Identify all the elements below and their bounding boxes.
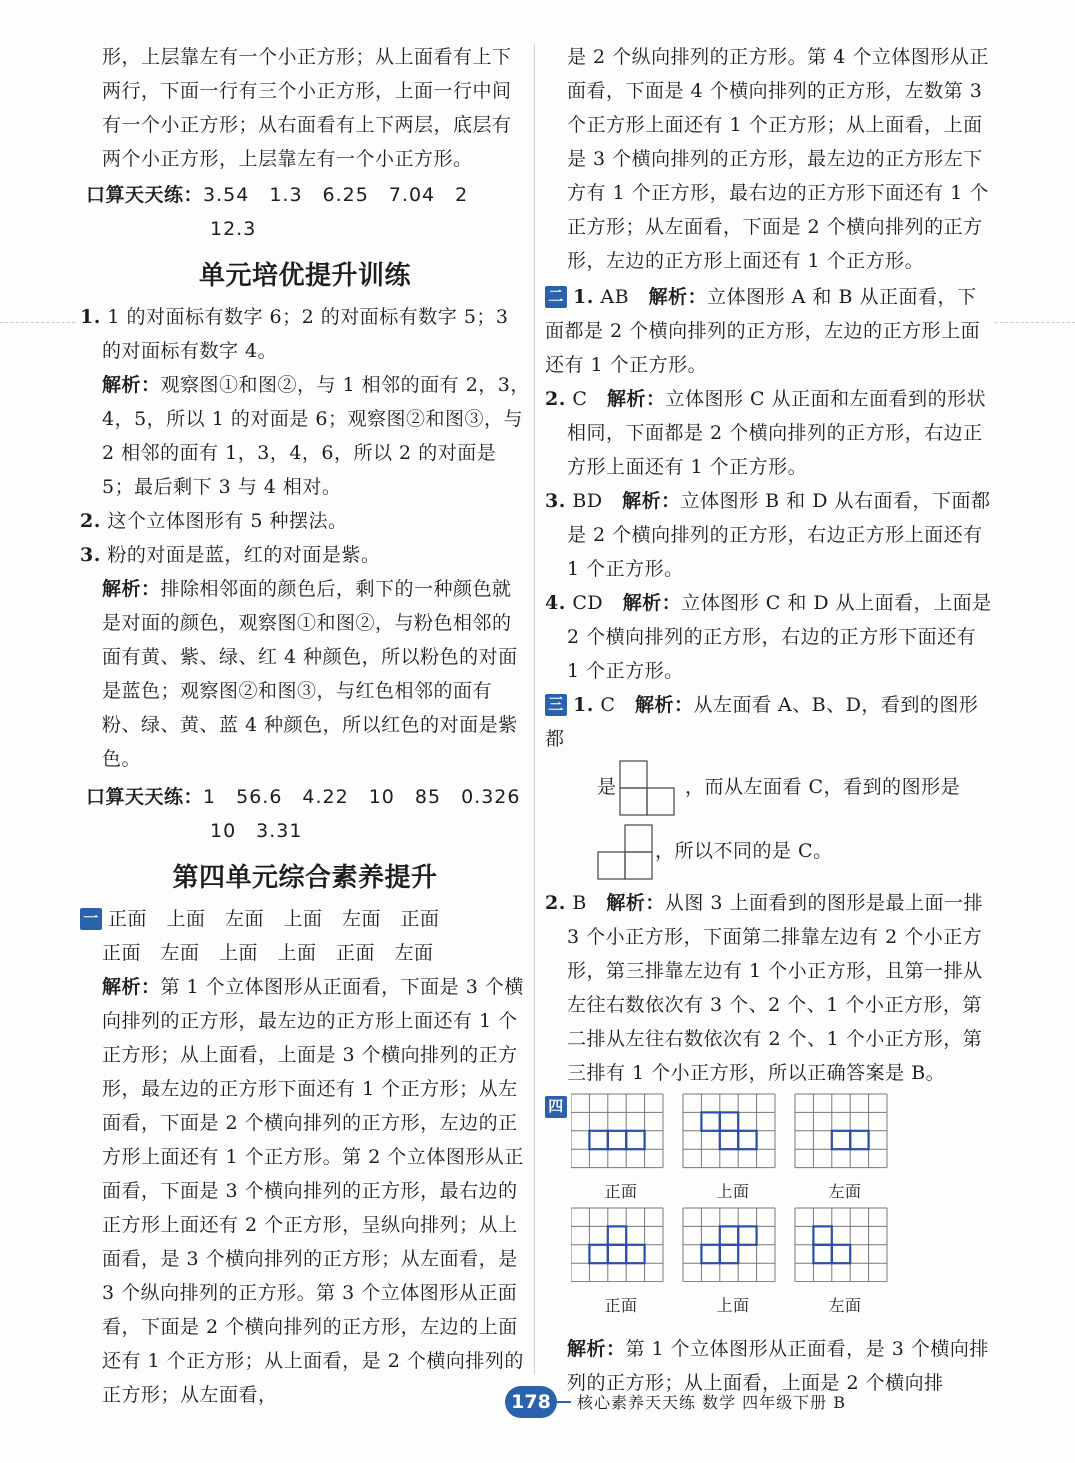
- highlighted-cell: [589, 1245, 607, 1263]
- analysis-label: 解析：: [102, 976, 161, 998]
- highlighted-cell: [813, 1245, 831, 1263]
- highlighted-cell: [813, 1226, 831, 1244]
- item-3-analysis: [80, 572, 530, 776]
- kousuan-2: [80, 780, 530, 814]
- item-number: 2.: [80, 510, 101, 532]
- part-2-item-1: 二 1. AB 解析：立体图形 A 和 B 从正面看，下面都是 2 个横向排列的正方形，左边的正方形上面还有 1 个正方形。: [545, 286, 981, 376]
- item-1-analysis: [80, 368, 530, 504]
- left-view-shape-abd: [619, 760, 677, 816]
- item-number: 1.: [80, 306, 101, 328]
- part-1-answers-row1: [80, 902, 530, 936]
- part-badge: 四: [545, 1096, 567, 1118]
- highlighted-cell: [720, 1245, 738, 1263]
- highlighted-cell: [738, 1131, 756, 1149]
- item-1: [80, 300, 530, 368]
- kousuan-values: 1 56.6 4.22 10 85 0.326: [203, 786, 521, 808]
- kousuan-label: 口算天天练：: [86, 184, 204, 206]
- part-2-item-3: 3. BD 解析：立体图形 B 和 D 从右面看，下面都是 2 个横向排列的正方形，右边正方形上面还有 1 个正方形。: [545, 490, 991, 580]
- shape-line-1: 是 ，而从左面看 C，看到的图形是: [545, 756, 995, 818]
- right-top-paragraph: 是 2 个纵向排列的正方形。第 4 个立体图形从正面看，下面是 4 个横向排列的正方形，左数第 3 个正方形上面还有 1 个正方形；从上面看，上面是 3 个横向排列的正方形，最左边的正方形左下方有 1 个正方形，最右边的正方形下面还有 1 个正方形；从左面看，下面是 2 个横向排列的正方形，左边的正方形上面还有 1 个正方形。: [567, 46, 989, 272]
- part-2-item-4: 4. CD 解析：立体图形 C 和 D 从上面看，上面是 2 个横向排列的正方形，右边的正方形下面还有 1 个正方形。: [545, 592, 992, 682]
- kousuan-values: 3.54 1.3 6.25 7.04 2: [203, 184, 469, 206]
- caption-top: 上面: [716, 1182, 750, 1201]
- analysis-text: 排除相邻面的颜色后，剩下的一种颜色就是对面的颜色，观察图①和图②，与粉色相邻的面有黄、紫、绿、红 4 种颜色，所以粉色的对面是蓝色；观察图②和图③，与红色相邻的面有粉、绿、黄、蓝 4 种颜色，所以红色的对面是紫色。: [102, 578, 518, 770]
- kousuan-values-cont: 10 3.31: [210, 820, 303, 842]
- item-answer: 1 的对面标有数字 6；2 的对面标有数字 5；3 的对面标有数字 4。: [102, 306, 509, 362]
- part-1-row1-text: 正面 上面 左面 上面 左面 正面: [108, 908, 440, 930]
- highlighted-cell: [720, 1226, 738, 1244]
- highlighted-cell: [608, 1245, 626, 1263]
- right-column: [545, 40, 995, 1400]
- caption-top: 上面: [716, 1296, 750, 1315]
- part-1-answers-row2: 正面 左面 上面 上面 正面 左面: [102, 942, 434, 964]
- part-2-item-2: 2. C 解析：立体图形 C 从正面和左面看到的形状相同，下面都是 2 个横向排列的正方形，右边正方形上面还有 1 个正方形。: [545, 388, 987, 478]
- analysis-label: 解析：: [567, 1338, 626, 1360]
- column-divider: [534, 44, 535, 1374]
- part-badge: 二: [545, 286, 567, 308]
- view-grid: [683, 1094, 775, 1168]
- item-2: [80, 504, 530, 538]
- highlighted-cell: [850, 1131, 868, 1149]
- highlighted-cell: [720, 1112, 738, 1130]
- part-4-grids: [545, 1092, 995, 1328]
- page-number-tail: [557, 1401, 571, 1403]
- highlighted-cell: [832, 1131, 850, 1149]
- view-grid: [683, 1208, 775, 1282]
- view-grid: [571, 1094, 663, 1168]
- part-badge: 三: [545, 694, 567, 716]
- dashed-rule-left: [0, 322, 75, 323]
- view-grid: [795, 1094, 887, 1168]
- highlighted-cell: [701, 1112, 719, 1130]
- highlighted-cell: [738, 1226, 756, 1244]
- caption-left: 左面: [828, 1182, 862, 1201]
- highlighted-cell: [589, 1131, 607, 1149]
- highlighted-cell: [626, 1245, 644, 1263]
- caption-left: 左面: [828, 1296, 862, 1315]
- dashed-rule-right: [995, 322, 1075, 323]
- section-title-unit-training: 单元培优提升训练: [198, 261, 411, 291]
- view-grid: [571, 1208, 663, 1282]
- highlighted-cell: [626, 1131, 644, 1149]
- analysis-label: 解析：: [102, 374, 161, 396]
- item-answer: 粉的对面是蓝，红的对面是紫。: [107, 544, 381, 566]
- highlighted-cell: [608, 1131, 626, 1149]
- analysis-text: 第 1 个立体图形从正面看，下面是 3 个横向排列的正方形，最左边的正方形上面还有 1 个正方形；从上面看，上面是 3 个横向排列的正方形，最左边的正方形下面还有 1 个正方形；从左面看，下面是 2 个横向排列的正方形，左边的正方形上面还有 1 个正方形。第 2 个立体图形从正面看，下面是 3 个横向排列的正方形，最右边的正方形上面还有 2 个正方形，呈纵向排列；从上面看，是 3 个横向排列的正方形；从左面看，是 3 个纵向排列的正方形。第 3 个立体图形从正面看，下面是 2 个横向排列的正方形，左边的上面还有 1 个正方形；从上面看，是 2 个横向排列的正方形；从左面看，: [102, 976, 524, 1406]
- item-answer: 这个立体图形有 5 种摆法。: [107, 510, 348, 532]
- left-column: [80, 40, 530, 1412]
- footer-book-title: 核心素养天天练 数学 四年级下册 B: [577, 1393, 847, 1412]
- part-3-item-1: 三 1. C 解析：从左面看 A、B、D，看到的图形都: [545, 694, 979, 750]
- analysis-text: 观察图①和图②，与 1 相邻的面有 2，3，4，5，所以 1 的对面是 6；观察图②和图③，与 2 相邻的面有 1，3，4，6，所以 2 的对面是 5；最后剩下 3 与 4 相对。: [102, 374, 530, 498]
- caption-front: 正面: [604, 1182, 638, 1201]
- section-title-unit4: 第四单元综合素养提升: [172, 863, 438, 893]
- highlighted-cell: [701, 1245, 719, 1263]
- analysis-text: 第 1 个立体图形从正面看，是 3 个横向排列的正方形；从上面看，上面是 2 个横向排: [567, 1338, 989, 1394]
- left-view-shape-c: [597, 824, 655, 880]
- part-badge: 一: [80, 908, 102, 930]
- shape-line-2: ，所以不同的是 C。: [545, 820, 995, 882]
- analysis-label: 解析：: [102, 578, 161, 600]
- kousuan-1: [80, 178, 530, 212]
- kousuan-values-cont: 12.3: [210, 218, 257, 240]
- left-top-paragraph: 形，上层靠左有一个小正方形；从上面看有上下两行，下面一行有三个小正方形，上面一行中间有一个小正方形；从右面看有上下两层，底层有两个小正方形，上层靠左有一个小正方形。: [102, 46, 512, 170]
- highlighted-cell: [608, 1226, 626, 1244]
- highlighted-cell: [832, 1245, 850, 1263]
- item-number: 3.: [80, 544, 101, 566]
- part-3-item-2: 2. B 解析：从图 3 上面看到的图形是最上面一排 3 个小正方形，下面第二排靠左边有 2 个小正方形，第三排靠左边有 1 个小正方形，且第一排从左往右数依次有 3 个、2 个、1 个小正方形，第二排从左往右数依次有 2 个、1 个小正方形，第三排有 1 个小正方形，所以正确答案是 B。: [545, 892, 984, 1084]
- caption-front: 正面: [604, 1296, 638, 1315]
- highlighted-cell: [720, 1131, 738, 1149]
- view-grid: [795, 1208, 887, 1282]
- item-3: [80, 538, 530, 572]
- kousuan-label: 口算天天练：: [86, 786, 204, 808]
- page-number: 178: [505, 1386, 557, 1418]
- part-1-analysis: [80, 970, 530, 1412]
